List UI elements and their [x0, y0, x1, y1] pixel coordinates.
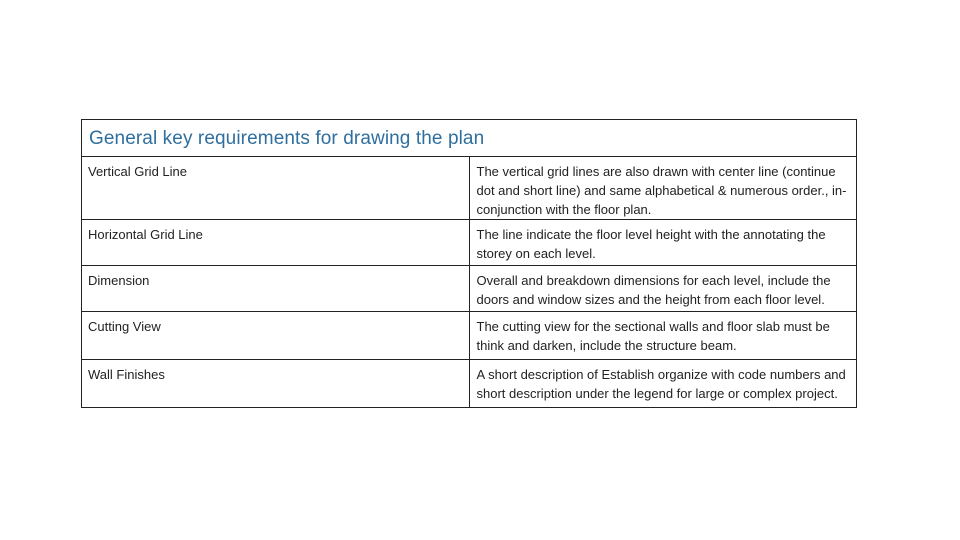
table-row	[82, 266, 857, 312]
row-description-cutting-view: The cutting view for the sectional walls and floor slab must be think and darken, include the structure beam.	[469, 312, 857, 360]
table-row	[82, 360, 857, 408]
row-label-vertical-grid-line: Vertical Grid Line	[82, 157, 470, 220]
row-label-cutting-view: Cutting View	[82, 312, 470, 360]
row-label-horizontal-grid-line: Horizontal Grid Line	[82, 220, 470, 266]
row-label-dimension: Dimension	[82, 266, 470, 312]
row-description-wall-finishes: A short description of Establish organize with code numbers and short description under the legend for large or complex project.	[469, 360, 857, 408]
row-description-vertical-grid-line: The vertical grid lines are also drawn with center line (continue dot and short line) and same alphabetical & numerous order., in-conjunction with the floor plan.	[469, 157, 857, 220]
table-row	[82, 312, 857, 360]
requirements-table	[81, 119, 857, 408]
table-row	[82, 157, 857, 220]
table-row	[82, 220, 857, 266]
table-title: General key requirements for drawing the plan	[82, 120, 857, 157]
row-label-wall-finishes: Wall Finishes	[82, 360, 470, 408]
row-description-horizontal-grid-line: The line indicate the floor level height with the annotating the storey on each level.	[469, 220, 857, 266]
table-title-row	[82, 120, 857, 157]
row-description-dimension: Overall and breakdown dimensions for each level, include the doors and window sizes and the height from each floor level.	[469, 266, 857, 312]
